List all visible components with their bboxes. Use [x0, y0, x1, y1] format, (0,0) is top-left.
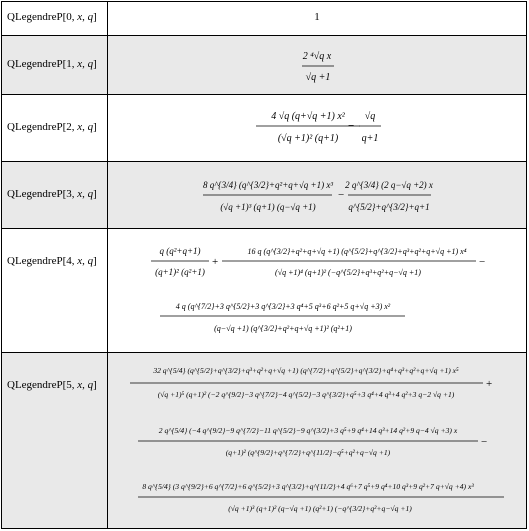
operator: −	[479, 256, 486, 268]
row-value	[108, 95, 526, 161]
formula	[108, 36, 526, 93]
numerator: 4 q (q^{7/2}+3 q^{5/2}+3 q^{3/2}+3 q⁴+5 q³+6 q²+5 q+√q +3) x²	[175, 302, 391, 311]
table-row	[2, 228, 526, 352]
numerator: 4 √q (q+√q +1) x²	[271, 111, 345, 122]
row-label: QLegendreP[0, x, q]	[2, 2, 108, 35]
table-row	[2, 35, 526, 94]
numerator: 32 q^{5/4} (q^{5/2}+q^{3/2}+q³+q²+q+√q +1) (q^{7/2}+q^{5/2}+q^{3/2}+q⁴+q³+q²+q+√q +1) x⁵	[153, 366, 459, 375]
results-table	[1, 1, 527, 529]
operator: +	[212, 256, 219, 268]
denominator: (√q +1)² (q+1)	[277, 133, 339, 144]
operator: +	[486, 378, 493, 390]
formula	[108, 229, 526, 351]
formula	[108, 95, 526, 160]
denominator: (√q +1)³ (q+1)² (q−√q +1) (q²+1) (−q^{3/2}+q²+q−√q +1)	[228, 504, 412, 513]
numerator: 2 q^{5/4} (−4 q^{9/2}−9 q^{7/2}−11 q^{5/2}−9 q^{3/2}+3 q⁵+9 q⁴+14 q³+14 q²+9 q−4 √q +3) x	[158, 426, 458, 435]
numerator: 8 q^{3/4} (q^{3/2}+q²+q+√q +1) x³	[202, 180, 334, 190]
denominator: √q +1	[305, 72, 331, 83]
denominator: q+1	[361, 133, 379, 144]
row-value	[108, 2, 526, 35]
row-value	[108, 353, 526, 528]
table-row	[2, 94, 526, 161]
denominator: (q−√q +1) (q^{3/2}+q²+q+√q +1)² (q²+1)	[214, 324, 352, 333]
numerator: 16 q (q^{3/2}+q²+q+√q +1) (q^{5/2}+q^{3/2}+q³+q²+q+√q +1) x⁴	[247, 247, 467, 256]
operator: −	[481, 436, 488, 448]
denominator: (q+1)² (q^{9/2}+q^{7/2}+q^{11/2}−q⁵+q²+q−√q +1)	[225, 448, 391, 457]
row-label: QLegendreP[2, x, q]	[2, 95, 108, 161]
formula	[108, 353, 526, 527]
row-label: QLegendreP[5, x, q]	[2, 353, 108, 528]
operator: −	[338, 189, 345, 201]
numerator: √q	[364, 111, 376, 122]
numerator: q (q²+q+1)	[159, 246, 201, 256]
table-row	[2, 161, 526, 228]
numerator: 2 q^{3/4} (2 q−√q +2) x	[345, 180, 433, 190]
row-label: QLegendreP[1, x, q]	[2, 36, 108, 94]
numerator: 8 q^{5/4} (3 q^{9/2}+6 q^{7/2}+6 q^{5/2}+3 q^{3/2}+q^{11/2}+4 q⁶+7 q⁵+9 q⁴+10 q³+9 q²+7 q+√q +4) x³	[142, 482, 474, 491]
row-value	[108, 229, 526, 352]
formula	[108, 162, 526, 227]
denominator: (√q +1)⁴ (q+1)² (−q^{5/2}+q³+q²+q−√q +1)	[275, 268, 421, 277]
operator: −	[348, 120, 355, 132]
table-row	[2, 352, 526, 528]
row-value	[108, 36, 526, 94]
result-value: 1	[314, 11, 320, 23]
denominator: (√q +1)³ (q+1) (q−√q +1)	[220, 202, 316, 212]
denominator: q^{5/2}+q^{3/2}+q+1	[348, 202, 430, 212]
table-row	[2, 2, 526, 35]
denominator: (√q +1)⁵ (q+1)² (−2 q^{9/2}−3 q^{7/2}−4 q^{5/2}−3 q^{3/2}+q⁵+3 q⁴+4 q³+4 q²+3 q−2 √q +1)	[157, 390, 455, 399]
numerator: 2 ⁴√q x	[302, 51, 332, 62]
denominator: (q+1)² (q²+1)	[155, 267, 205, 277]
row-label: QLegendreP[3, x, q]	[2, 162, 108, 228]
row-value	[108, 162, 526, 228]
row-label: QLegendreP[4, x, q]	[2, 229, 108, 352]
